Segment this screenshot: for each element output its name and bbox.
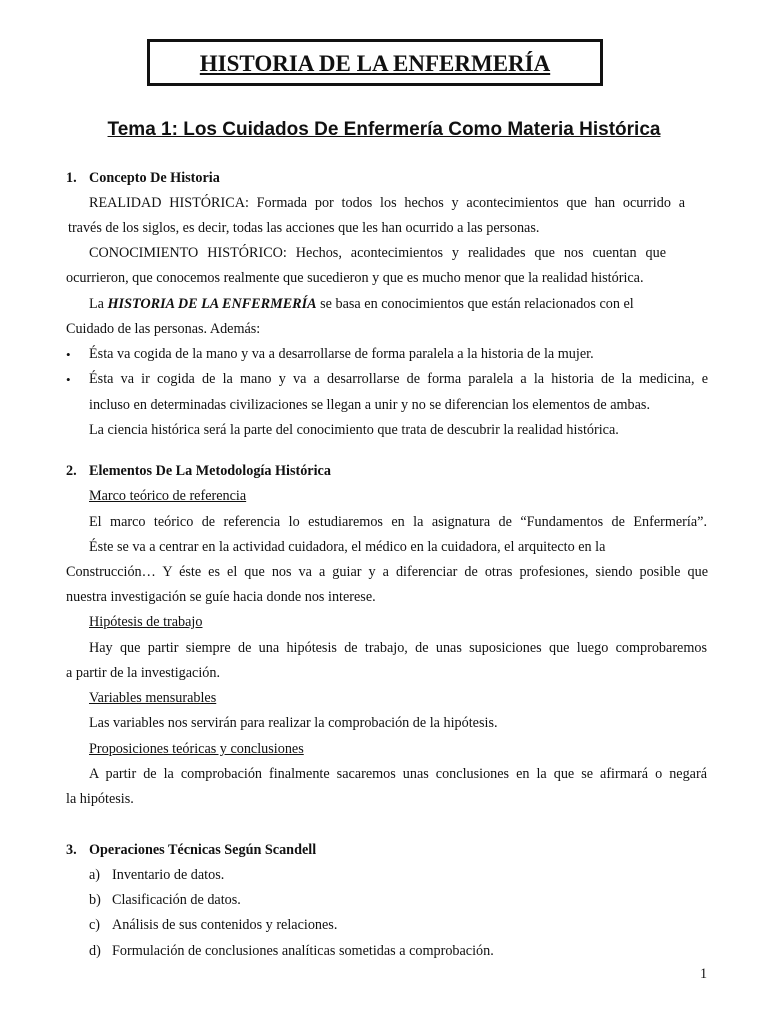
paragraph-line [89, 296, 634, 313]
paragraph-line: Las variables nos servirán para realizar la comprobación de la hipótesis. [89, 715, 498, 731]
list-item-letter: d) [89, 943, 101, 959]
list-item: Inventario de datos. [112, 867, 225, 883]
paragraph-line: a partir de la investigación. [66, 665, 221, 681]
text-fragment: La [89, 296, 104, 312]
paragraph-line: ocurrieron, que conocemos realmente que sucedieron y que es mucho menor que la realidad histórica. [66, 270, 644, 286]
subheading: Hipótesis de trabajo [89, 614, 203, 630]
page-number: 1 [700, 966, 708, 982]
paragraph-line: Éste se va a centrar en la actividad cuidadora, el médico en la cuidadora, el arquitecto en la [89, 539, 606, 555]
main-title: HISTORIA DE LA ENFERMERÍA [199, 51, 551, 76]
subheading: Proposiciones teóricas y conclusiones [89, 741, 304, 757]
text-fragment: se basa en conocimientos que están relacionados con el [320, 296, 634, 312]
paragraph-line: Construcción… Y éste es el que nos va a guiar y a diferenciar de otras profesiones, siendo posible que [66, 564, 708, 580]
list-item: Clasificación de datos. [112, 892, 241, 908]
section-2-heading: Elementos De La Metodología Histórica [89, 463, 331, 479]
paragraph-line: Hay que partir siempre de una hipótesis de trabajo, de unas suposiciones que luego comprobaremos [89, 640, 707, 656]
bullet-item-continuation: incluso en determinadas civilizaciones se llegan a unir y no se diferencian los elementos de ambas. [89, 397, 651, 413]
section-2-number: 2. [66, 463, 77, 479]
paragraph-line: través de los siglos, es decir, todas las acciones que les han ocurrido a las personas. [68, 220, 540, 236]
bullet-icon: • [66, 347, 71, 362]
subheading: Variables mensurables [89, 690, 217, 706]
section-3-number: 3. [66, 842, 77, 858]
list-item-letter: c) [89, 917, 101, 933]
bullet-item: Ésta va cogida de la mano y va a desarrollarse de forma paralela a la historia de la mujer. [89, 346, 594, 362]
bullet-item: Ésta va ir cogida de la mano y va a desarrollarse de forma paralela a la historia de la medicina, e [89, 371, 708, 387]
tema-heading: Tema 1: Los Cuidados De Enfermería Como Materia Histórica [107, 119, 661, 140]
emphasis-text: HISTORIA DE LA ENFERMERÍA [107, 296, 317, 312]
paragraph-line: Cuidado de las personas. Además: [66, 321, 261, 337]
list-item-letter: b) [89, 892, 101, 908]
paragraph-line: El marco teórico de referencia lo estudiaremos en la asignatura de “Fundamentos de Enfermería”. [89, 514, 707, 530]
section-3-heading: Operaciones Técnicas Según Scandell [89, 842, 317, 858]
paragraph-line: nuestra investigación se guíe hacia donde nos interese. [66, 589, 376, 605]
paragraph-line: A partir de la comprobación finalmente sacaremos unas conclusiones en la que se afirmará o negará [89, 766, 707, 782]
paragraph-line: la hipótesis. [66, 791, 134, 807]
paragraph-line: La ciencia histórica será la parte del conocimiento que trata de descubrir la realidad histórica. [89, 422, 619, 438]
paragraph-line: REALIDAD HISTÓRICA: Formada por todos los hechos y acontecimientos que han ocurrido a [89, 195, 685, 211]
list-item: Formulación de conclusiones analíticas sometidas a comprobación. [112, 943, 494, 959]
list-item-letter: a) [89, 867, 101, 883]
paragraph-line: CONOCIMIENTO HISTÓRICO: Hechos, acontecimientos y realidades que nos cuentan que [89, 245, 666, 261]
subheading: Marco teórico de referencia [89, 488, 247, 504]
section-1-number: 1. [66, 170, 77, 186]
bullet-icon: • [66, 372, 71, 387]
title-box [147, 39, 603, 86]
section-1-heading: Concepto De Historia [89, 170, 220, 186]
list-item: Análisis de sus contenidos y relaciones. [112, 917, 338, 933]
